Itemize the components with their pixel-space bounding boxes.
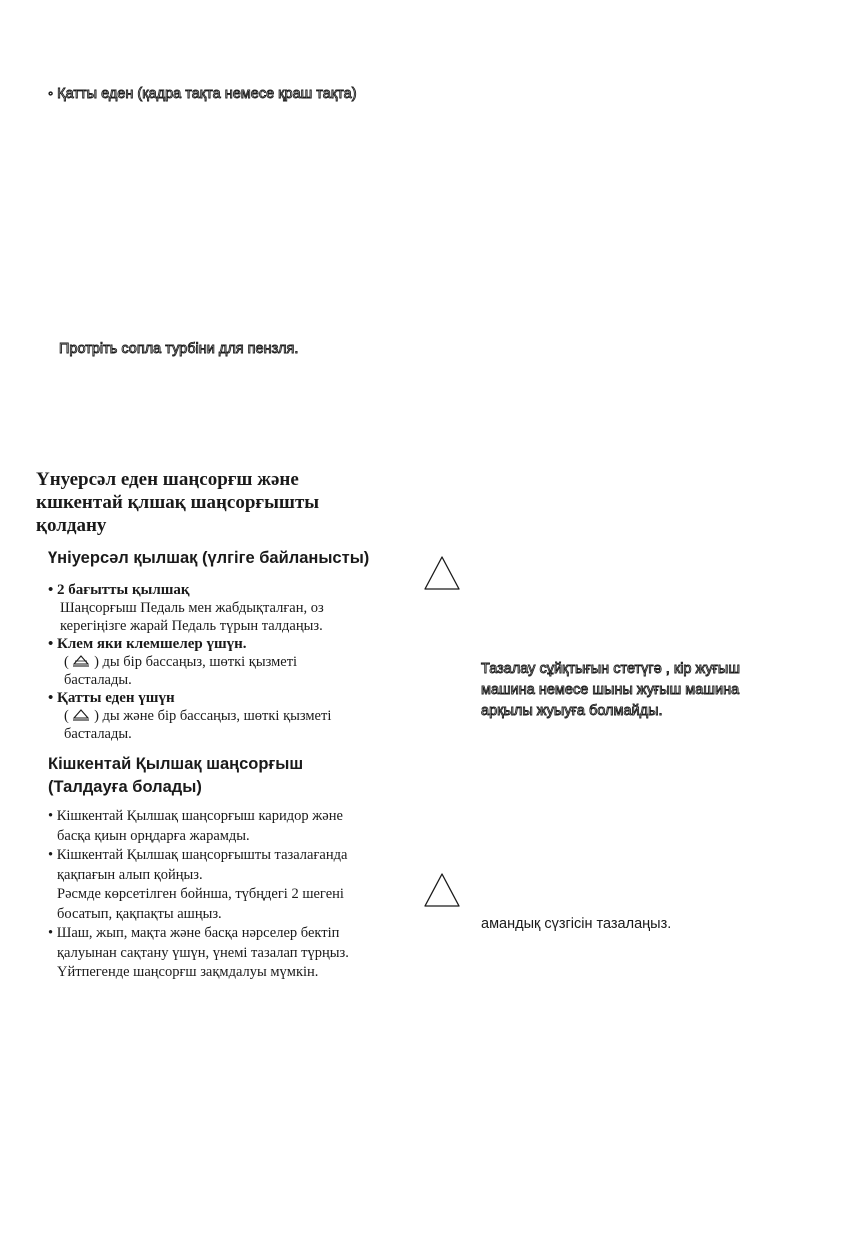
item-line-rest: ) ды бір бассаңыз, шөткі қызметі	[94, 654, 298, 670]
small-brush-title	[48, 753, 303, 799]
item-line	[48, 707, 418, 725]
small-brush-title-line: Кішкентай Қылшақ шаңсорғыш	[48, 755, 304, 773]
item-line: • Кішкентай Қылшақ шаңсорғыш каридор және	[48, 808, 343, 824]
item-line: басқа қиын орңдарға жарамды.	[57, 827, 250, 844]
item-line: Рәсмде көрсетілген бойнша, түбңдегі 2 шегені	[57, 886, 344, 902]
main-heading-line: кшкентай қлшақ шаңсорғышты	[36, 492, 320, 513]
list-item	[48, 689, 418, 743]
list-item	[48, 807, 418, 846]
hard-floor-mode-icon	[72, 709, 90, 721]
warning-triangle-icon	[423, 555, 461, 591]
carpet-mode-icon	[72, 655, 90, 667]
item-line: Үйтпегенде шаңсорғш зақмдалуы мүмкін.	[57, 964, 319, 980]
washing-warning	[481, 659, 740, 722]
item-line: • Кішкентай Қылшақ шаңсорғышты тазалағанда	[48, 847, 348, 863]
warning-triangle-icon	[423, 872, 461, 908]
item-title: • 2 бағытты қылшақ	[48, 582, 190, 598]
item-line-rest: ) ды және бір бассаңыз, шөткі қызметі	[94, 708, 332, 724]
item-title: • Клем яки клемшелер үшүн.	[48, 636, 247, 652]
paren-open: (	[64, 708, 69, 724]
item-title: • Қатты еден үшүн	[48, 690, 175, 706]
list-item	[48, 635, 418, 689]
item-line: басталады.	[64, 672, 132, 688]
item-line	[48, 653, 418, 671]
small-brush-title-line: (Талдауға болады)	[48, 778, 202, 796]
main-heading-line: Үнуерсәл еден шаңсорғш және	[36, 469, 299, 490]
list-item	[48, 846, 418, 924]
list-item	[48, 581, 418, 635]
item-line: қалуынан сақтану үшүн, үнемі тазалап түрңыз.	[57, 944, 349, 961]
main-heading-line: қолдану	[36, 515, 107, 536]
warning-line: Тазалау сұйқтығын стетүгә , кір жуғыш	[481, 661, 740, 677]
universal-brush-list	[48, 581, 418, 743]
small-brush-list	[48, 807, 418, 983]
paren-open: (	[64, 654, 69, 670]
item-line: босатып, қақпақты ашңыз.	[57, 905, 222, 922]
universal-brush-title: Үніуерсәл қылшақ (үлгіге байланысты)	[48, 549, 370, 567]
item-line: басталады.	[64, 726, 132, 742]
warning-line: арқылы жуыуға болмайды.	[481, 703, 663, 719]
item-line: керегіңізге жарай Педаль түрын талдаңыз.	[60, 618, 323, 634]
hard-floor-note: ◦ Қатты еден (қадра тақта немесе қраш тақта)	[48, 86, 357, 102]
main-heading	[36, 468, 319, 537]
wipe-nozzle-note: Протріть сопла турбіни для пензля.	[59, 341, 299, 357]
list-item	[48, 924, 418, 983]
filter-clean-note: амандық сүзгісін тазалаңыз.	[481, 916, 672, 932]
warning-line: машина немесе шыны жуғыш машина	[481, 682, 740, 698]
item-line: қақпағын алып қойңыз.	[57, 866, 203, 883]
item-line: Шаңсорғыш Педаль мен жабдықталған, оз	[60, 600, 324, 616]
item-line: • Шаш, жып, мақта және басқа нәрселер бектіп	[48, 925, 340, 941]
